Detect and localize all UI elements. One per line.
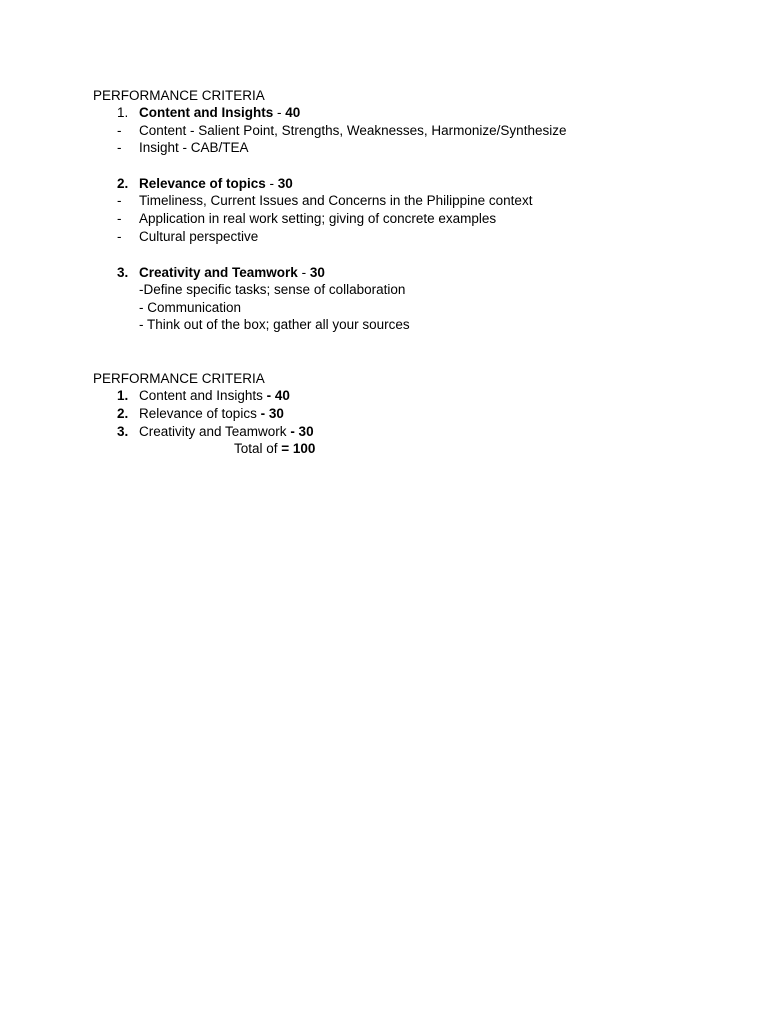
list-number: 2. — [117, 406, 129, 421]
bullet-marker: - — [117, 193, 122, 208]
bullet-text: Cultural perspective — [139, 229, 259, 244]
criterion-name: Content and Insights — [139, 105, 274, 120]
list-number: 3. — [117, 424, 129, 439]
bullet-text: Timeliness, Current Issues and Concerns in the Philippine context — [139, 193, 533, 208]
bullet-text: Application in real work setting; giving of concrete examples — [139, 211, 497, 226]
total-line — [234, 440, 315, 457]
bullet-marker: - — [117, 229, 122, 244]
note-text: -Define specific tasks; sense of collaboration — [139, 282, 406, 297]
bullet-text: Insight - CAB/TEA — [139, 140, 249, 155]
criterion-name: Creativity and Teamwork — [139, 265, 298, 280]
criterion-score: 30 — [277, 176, 293, 191]
section-heading: PERFORMANCE CRITERIA — [93, 88, 265, 103]
bullet-marker: - — [117, 140, 122, 155]
bullet-marker: - — [117, 211, 122, 226]
criterion-score: 30 — [309, 265, 325, 280]
bullet-text: Content - Salient Point, Strengths, Weaknesses, Harmonize/Synthesize — [139, 123, 567, 138]
summary-score: - 30 — [256, 406, 284, 421]
criterion-title — [139, 104, 300, 121]
total-value: = 100 — [281, 441, 316, 456]
summary-score: - 40 — [262, 388, 290, 403]
bullet-marker: - — [117, 123, 122, 138]
summary-label: Content and Insights — [139, 388, 263, 403]
total-label: Total of — [234, 441, 282, 456]
summary-item — [139, 405, 284, 422]
note-text: - Think out of the box; gather all your sources — [139, 317, 410, 332]
criterion-title — [139, 175, 293, 192]
criterion-separator: - — [265, 176, 278, 191]
criterion-separator: - — [297, 265, 310, 280]
summary-label: Relevance of topics — [139, 406, 257, 421]
summary-score: - 30 — [286, 424, 314, 439]
summary-item — [139, 387, 290, 404]
summary-label: Creativity and Teamwork — [139, 424, 287, 439]
criterion-score: 40 — [285, 105, 301, 120]
criterion-name: Relevance of topics — [139, 176, 266, 191]
list-number: 1. — [117, 388, 129, 403]
note-text: - Communication — [139, 300, 242, 315]
list-number: 1. — [117, 105, 129, 120]
criterion-separator: - — [273, 105, 286, 120]
summary-item — [139, 423, 314, 440]
section-heading: PERFORMANCE CRITERIA — [93, 371, 265, 386]
list-number: 3. — [117, 265, 129, 280]
criterion-title — [139, 264, 325, 281]
list-number: 2. — [117, 176, 129, 191]
